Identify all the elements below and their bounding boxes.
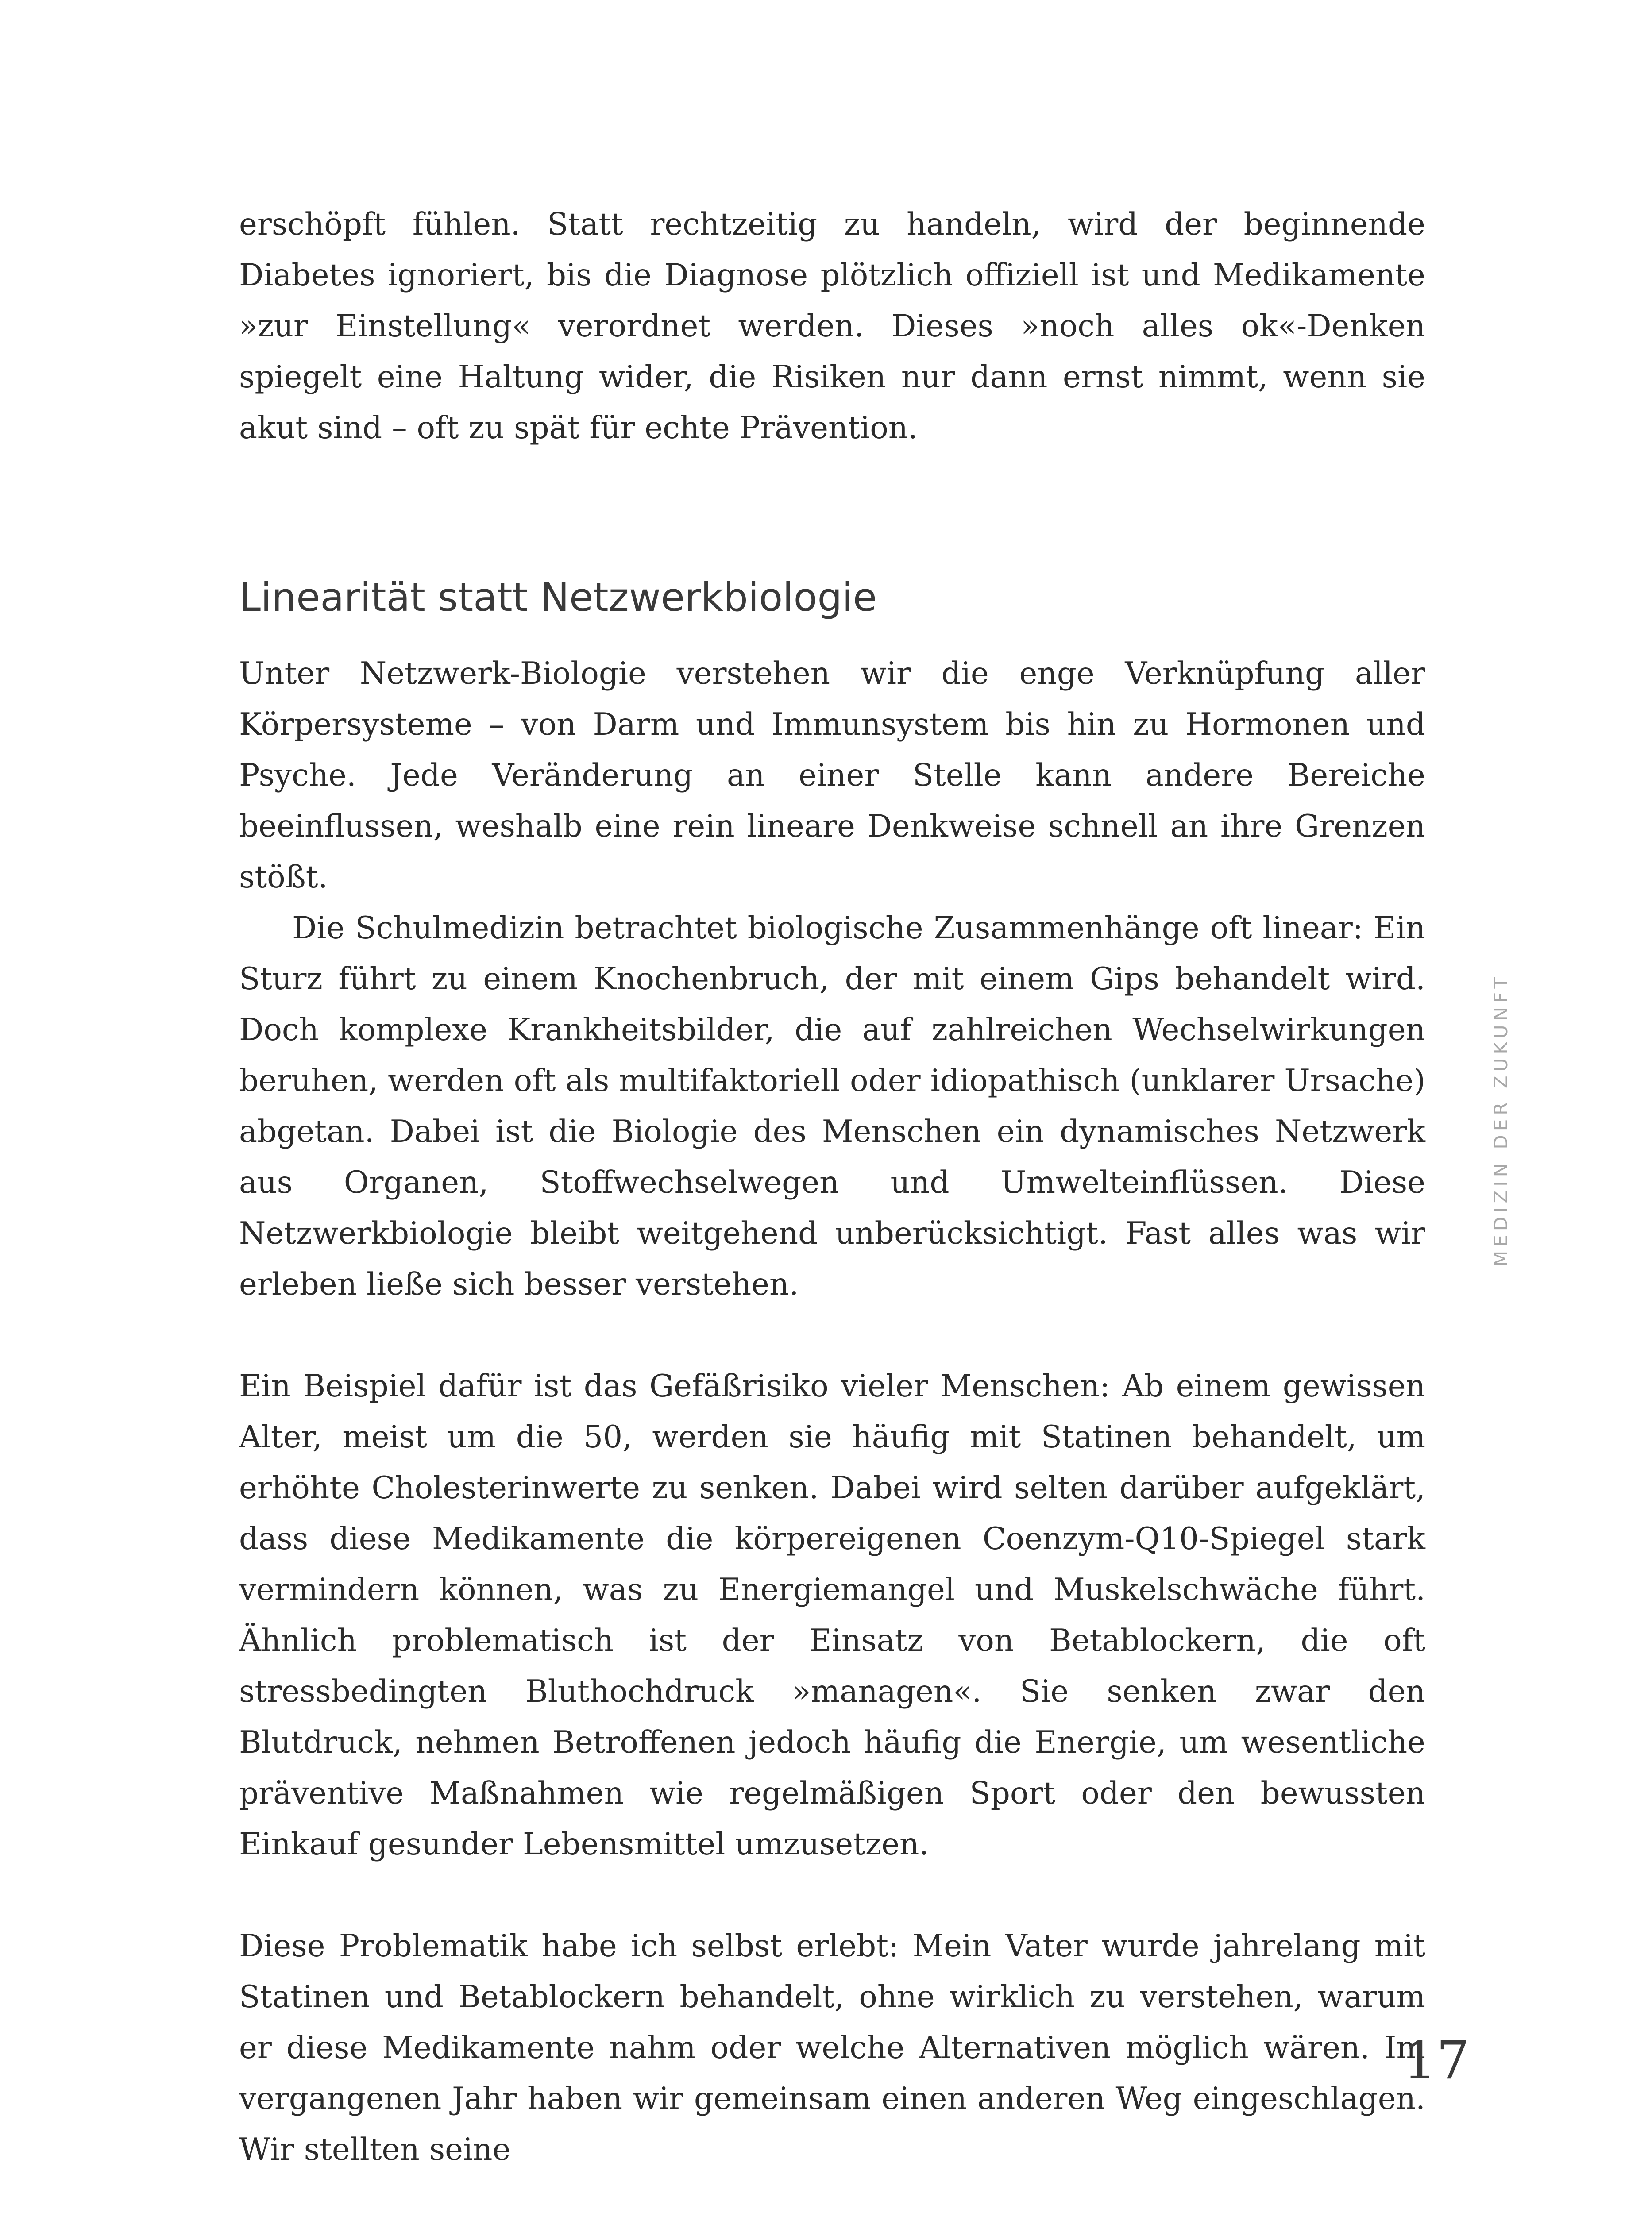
page-number: 17 bbox=[1403, 2030, 1470, 2091]
intro-paragraph: erschöpft fühlen. Statt rechtzeitig zu handeln, wird der beginnende Diabetes ignoriert, bis die Diagnose plötzlich offiziell ist und Medikamente »zur Einstellung« verordnet werden. Dieses »noch alles ok«-Denken spiegelt eine Haltung wider, die Risiken nur dann ernst nimmt, wenn sie akut sind – oft zu spät für echte Prävention. bbox=[239, 207, 1425, 446]
running-head-text: MEDIZIN DER ZUKUNFT bbox=[1490, 973, 1512, 1267]
body-paragraph-2: Die Schulmedizin betrachtet biologische Zusammenhänge oft linear: Ein Sturz führt zu einem Knochenbruch, der mit einem Gips behandelt wird. Doch komplexe Krankheitsbilder, die auf zahlreichen Wechselwirkungen beruhen, werden oft als multifaktoriell oder idiopathisch (unklarer Ursache) abgetan. Dabei ist die Biologie des Menschen ein dynamisches Netzwerk aus Organen, Stoffwechselwegen und Umwelteinflüssen. Diese Netzwerkbiologie bleibt weitgehend unberücksichtigt. Fast alles was wir erleben ließe sich besser verstehen. bbox=[239, 910, 1425, 1302]
body-paragraph-3: Ein Beispiel dafür ist das Gefäßrisiko vieler Menschen: Ab einem gewissen Alter, meist um die 50, werden sie häufig mit Statinen behandelt, um erhöhte Cholesterinwerte zu senken. Dabei wird selten darüber aufgeklärt, dass diese Medikamente die körpereigenen Coenzym-Q10-Spiegel stark vermindern können, was zu Energiemangel und Muskelschwäche führt. Ähnlich problematisch ist der Einsatz von Betablockern, die oft stressbedingten Bluthochdruck »managen«. Sie senken zwar den Blutdruck, nehmen Betroffenen jedoch häufig die Energie, um wesentliche präventive Maßnahmen wie regelmäßigen Sport oder den bewussten Einkauf gesunder Lebensmittel umzusetzen. bbox=[239, 1369, 1425, 1862]
body-paragraph-4: Diese Problematik habe ich selbst erlebt: Mein Vater wurde jahrelang mit Statinen und Betablockern behandelt, ohne wirklich zu verstehen, warum er diese Medikamente nahm oder welche Alternativen möglich wären. Im vergangenen Jahr haben wir gemeinsam einen anderen Weg eingeschlagen. Wir stellten seine bbox=[239, 1928, 1425, 2167]
running-head bbox=[1487, 965, 1514, 1275]
intro-text-block bbox=[239, 199, 1425, 454]
section-text-block bbox=[239, 648, 1425, 2175]
section-heading: Linearität statt Netzwerkbiologie bbox=[239, 574, 877, 620]
body-paragraph-1: Unter Netzwerk-Biologie verstehen wir die enge Verknüpfung aller Körpersysteme – von Darm und Immunsystem bis hin zu Hormonen und Psyche. Jede Veränderung an einer Stelle kann andere Bereiche beeinflussen, weshalb eine rein lineare Denkweise schnell an ihre Grenzen stößt. bbox=[239, 656, 1425, 895]
